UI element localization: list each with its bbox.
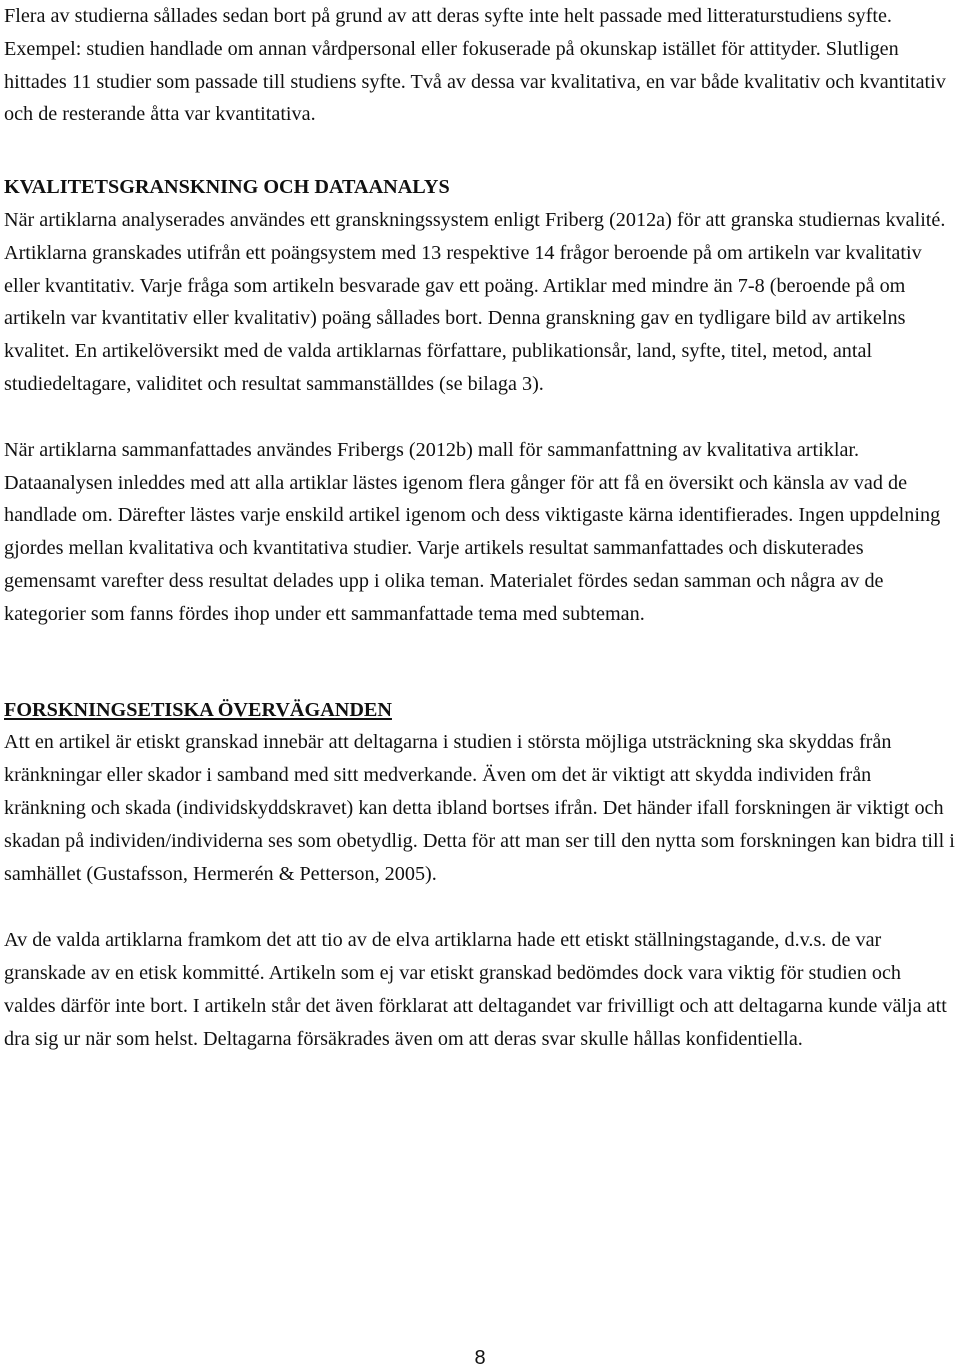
quality-paragraph: När artiklarna analyserades användes ett granskningssystem enligt Friberg (2012a) för att granska studiernas kvalité. Artiklarna granskades utifrån ett poängsystem med 13 respektive 14 frågor beroende på om artikeln var kvalitativ eller kvantitativ. Varje fråga som artikeln besvarade gav ett poäng. Artiklar med mindre än 7-8 (beroende på om artikeln var kvantitativ eller kvalitativ) poäng sållades bort. Denna granskning gav en tydligare bild av artikelns kvalitet. En artikelöversikt med de valda artiklarnas författare, publikationsår, land, syfte, titel, metod, antal studiedeltagare, validitet och resultat sammanställdes (se bilaga 3). <box>4 208 946 395</box>
intro-paragraph: Flera av studierna sållades sedan bort på grund av att deras syfte inte helt passade med litteraturstudiens syfte. Exempel: studien handlade om annan vårdpersonal eller fokuserade på okunskap istället för attityder. Slutligen hittades 11 studier som passade till studiens syfte. Två av dessa var kvalitativa, en var både kvalitativ och kvantitativ och de resterande åtta var kvantitativa. <box>4 5 946 126</box>
document-page <box>4 0 956 1056</box>
analysis-paragraph: När artiklarna sammanfattades användes Fribergs (2012b) mall för sammanfattning av kvalitativa artiklar. Dataanalysen inleddes med att alla artiklar lästes igenom flera gånger för att få en översikt och känsla av vad de handlade om. Därefter lästes varje enskild artikel igenom och dess viktigaste kärna identifierades. Ingen uppdelning gjordes mellan kvalitativa och kvantitativa studier. Varje artikels resultat sammanfattades och diskuterades gemensamt varefter dess resultat delades upp i olika teman. Materialet fördes sedan samman och några av de kategorier som fanns fördes ihop under ett sammanfattade tema med subteman. <box>4 438 941 625</box>
page-number: 8 <box>474 1347 486 1369</box>
quality-heading: KVALITETSGRANSKNING OCH DATAANALYS <box>4 176 450 199</box>
ethics-heading: FORSKNINGSETISKA ÖVERVÄGANDEN <box>4 698 392 721</box>
ethics-selected-paragraph: Av de valda artiklarna framkom det att tio av de elva artiklarna hade ett etiskt ställningstagande, d.v.s. de var granskade av en etisk kommitté. Artikeln som ej var etiskt granskad bedömdes dock vara viktig för studien och valdes därför inte bort. I artikeln står det även förklarat att deltagandet var frivilligt och att deltagarna kunde välja att dra sig ur när som helst. Deltagarna försäkrades även om att deras svar skulle hållas konfidentiella. <box>4 929 947 1050</box>
ethics-paragraph: Att en artikel är etiskt granskad innebär att deltagarna i studien i största möjliga utsträckning ska skyddas från kränkningar eller skador i samband med sitt medverkande. Även om det är viktigt att skydda individen från kränkning och skada (individskyddskravet) kan detta ibland bortses ifrån. Det händer ifall forskningen är viktigt och skadan på individen/individerna ses som obetydlig. Detta för att man ser till den nytta som forskningen kan bidra till i samhället (Gustafsson, Hermerén & Petterson, 2005). <box>4 731 955 885</box>
